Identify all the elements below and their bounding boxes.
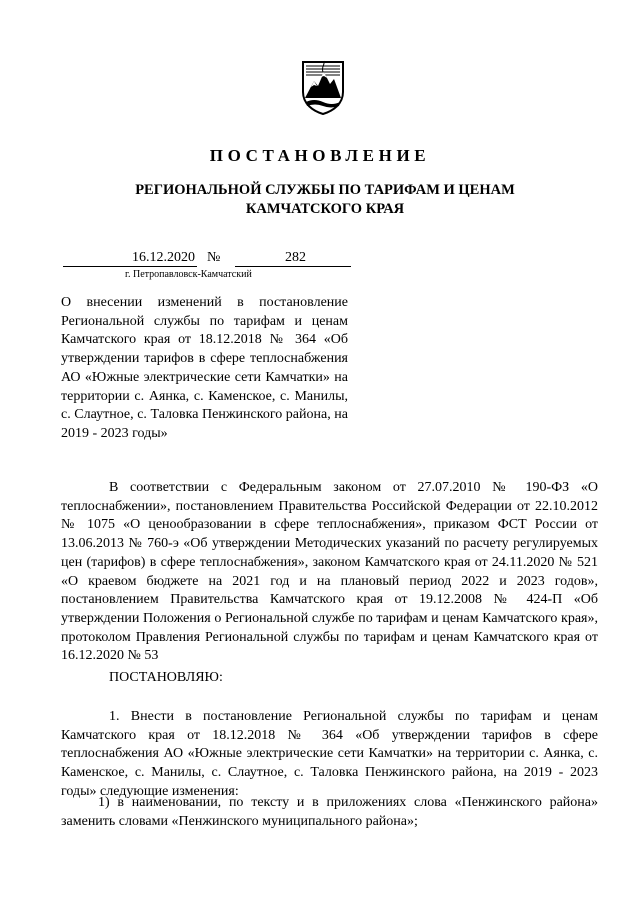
subitem-1-paragraph: 1) в наименовании, по тексту и в приложениях слова «Пенжинского района» заменить словами «Пенжинского муниципального района»;	[61, 795, 598, 829]
number-field	[235, 250, 351, 267]
date-field	[63, 250, 197, 267]
number-sign: №	[207, 250, 221, 265]
document-title: ПОСТАНОВЛЕНИЕ	[209, 146, 431, 165]
date-number-row	[63, 250, 353, 268]
preamble-paragraph: В соответствии с Федеральным законом от 27.07.2010 № 190-ФЗ «О теплоснабжении», постановлением Правительства Российской Федерации от 22.10.2012 № 1075 «О ценообразовании в сфере теплоснабжения», приказом ФСТ России от 13.06.2013 № 760-э «Об утверждении Методических указаний по расчету регулируемых цен (тарифов) в сфере теплоснабжения», законом Камчатского края от 24.11.2020 № 521 «О краевом бюджете на 2021 год и на плановый период 2022 и 2023 годов», постановлением Правительства Камчатского края от 19.12.2008 № 424-П «Об утверждении Положения о Региональной службе по тарифам и ценам Камчатского края», протоколом Правления Региональной службы по тарифам и ценам Камчатского края от 16.12.2020 № 53	[61, 480, 598, 664]
document-subject: О внесении изменений в постановление Региональной службы по тарифам и ценам Камчатского края от 18.12.2018 № 364 «Об утверждении тарифов в сфере теплоснабжения АО «Южные электрические сети Камчатки» на территории с. Аянка, с. Каменское, с. Манилы, с. Слаутное, с. Таловка Пенжинского района, на 2019 - 2023 годы»	[61, 295, 348, 441]
document-date: 16.12.2020	[132, 250, 195, 265]
authority-line-1: РЕГИОНАЛЬНОЙ СЛУЖБЫ ПО ТАРИФАМ И ЦЕНАМ	[135, 182, 515, 198]
authority-line-2: КАМЧАТСКОГО КРАЯ	[245, 201, 405, 217]
item-1-paragraph: 1. Внести в постановление Региональной службы по тарифам и ценам Камчатского края от 18.12.2018 № 364 «Об утверждении тарифов в сфере теплоснабжения АО «Южные электрические сети Камчатки» на территории с. Аянка, с. Каменское, с. Манилы, с. Слаутное, с. Таловка Пенжинского района, на 2019 - 2023 годы» следующие изменения:	[61, 709, 598, 799]
city-label: г. Петропавловск-Камчатский	[125, 269, 252, 280]
kamchatka-emblem-icon	[297, 58, 349, 116]
document-number: 282	[285, 250, 306, 265]
resolve-heading: ПОСТАНОВЛЯЮ:	[109, 670, 223, 685]
issuing-authority	[120, 181, 530, 219]
